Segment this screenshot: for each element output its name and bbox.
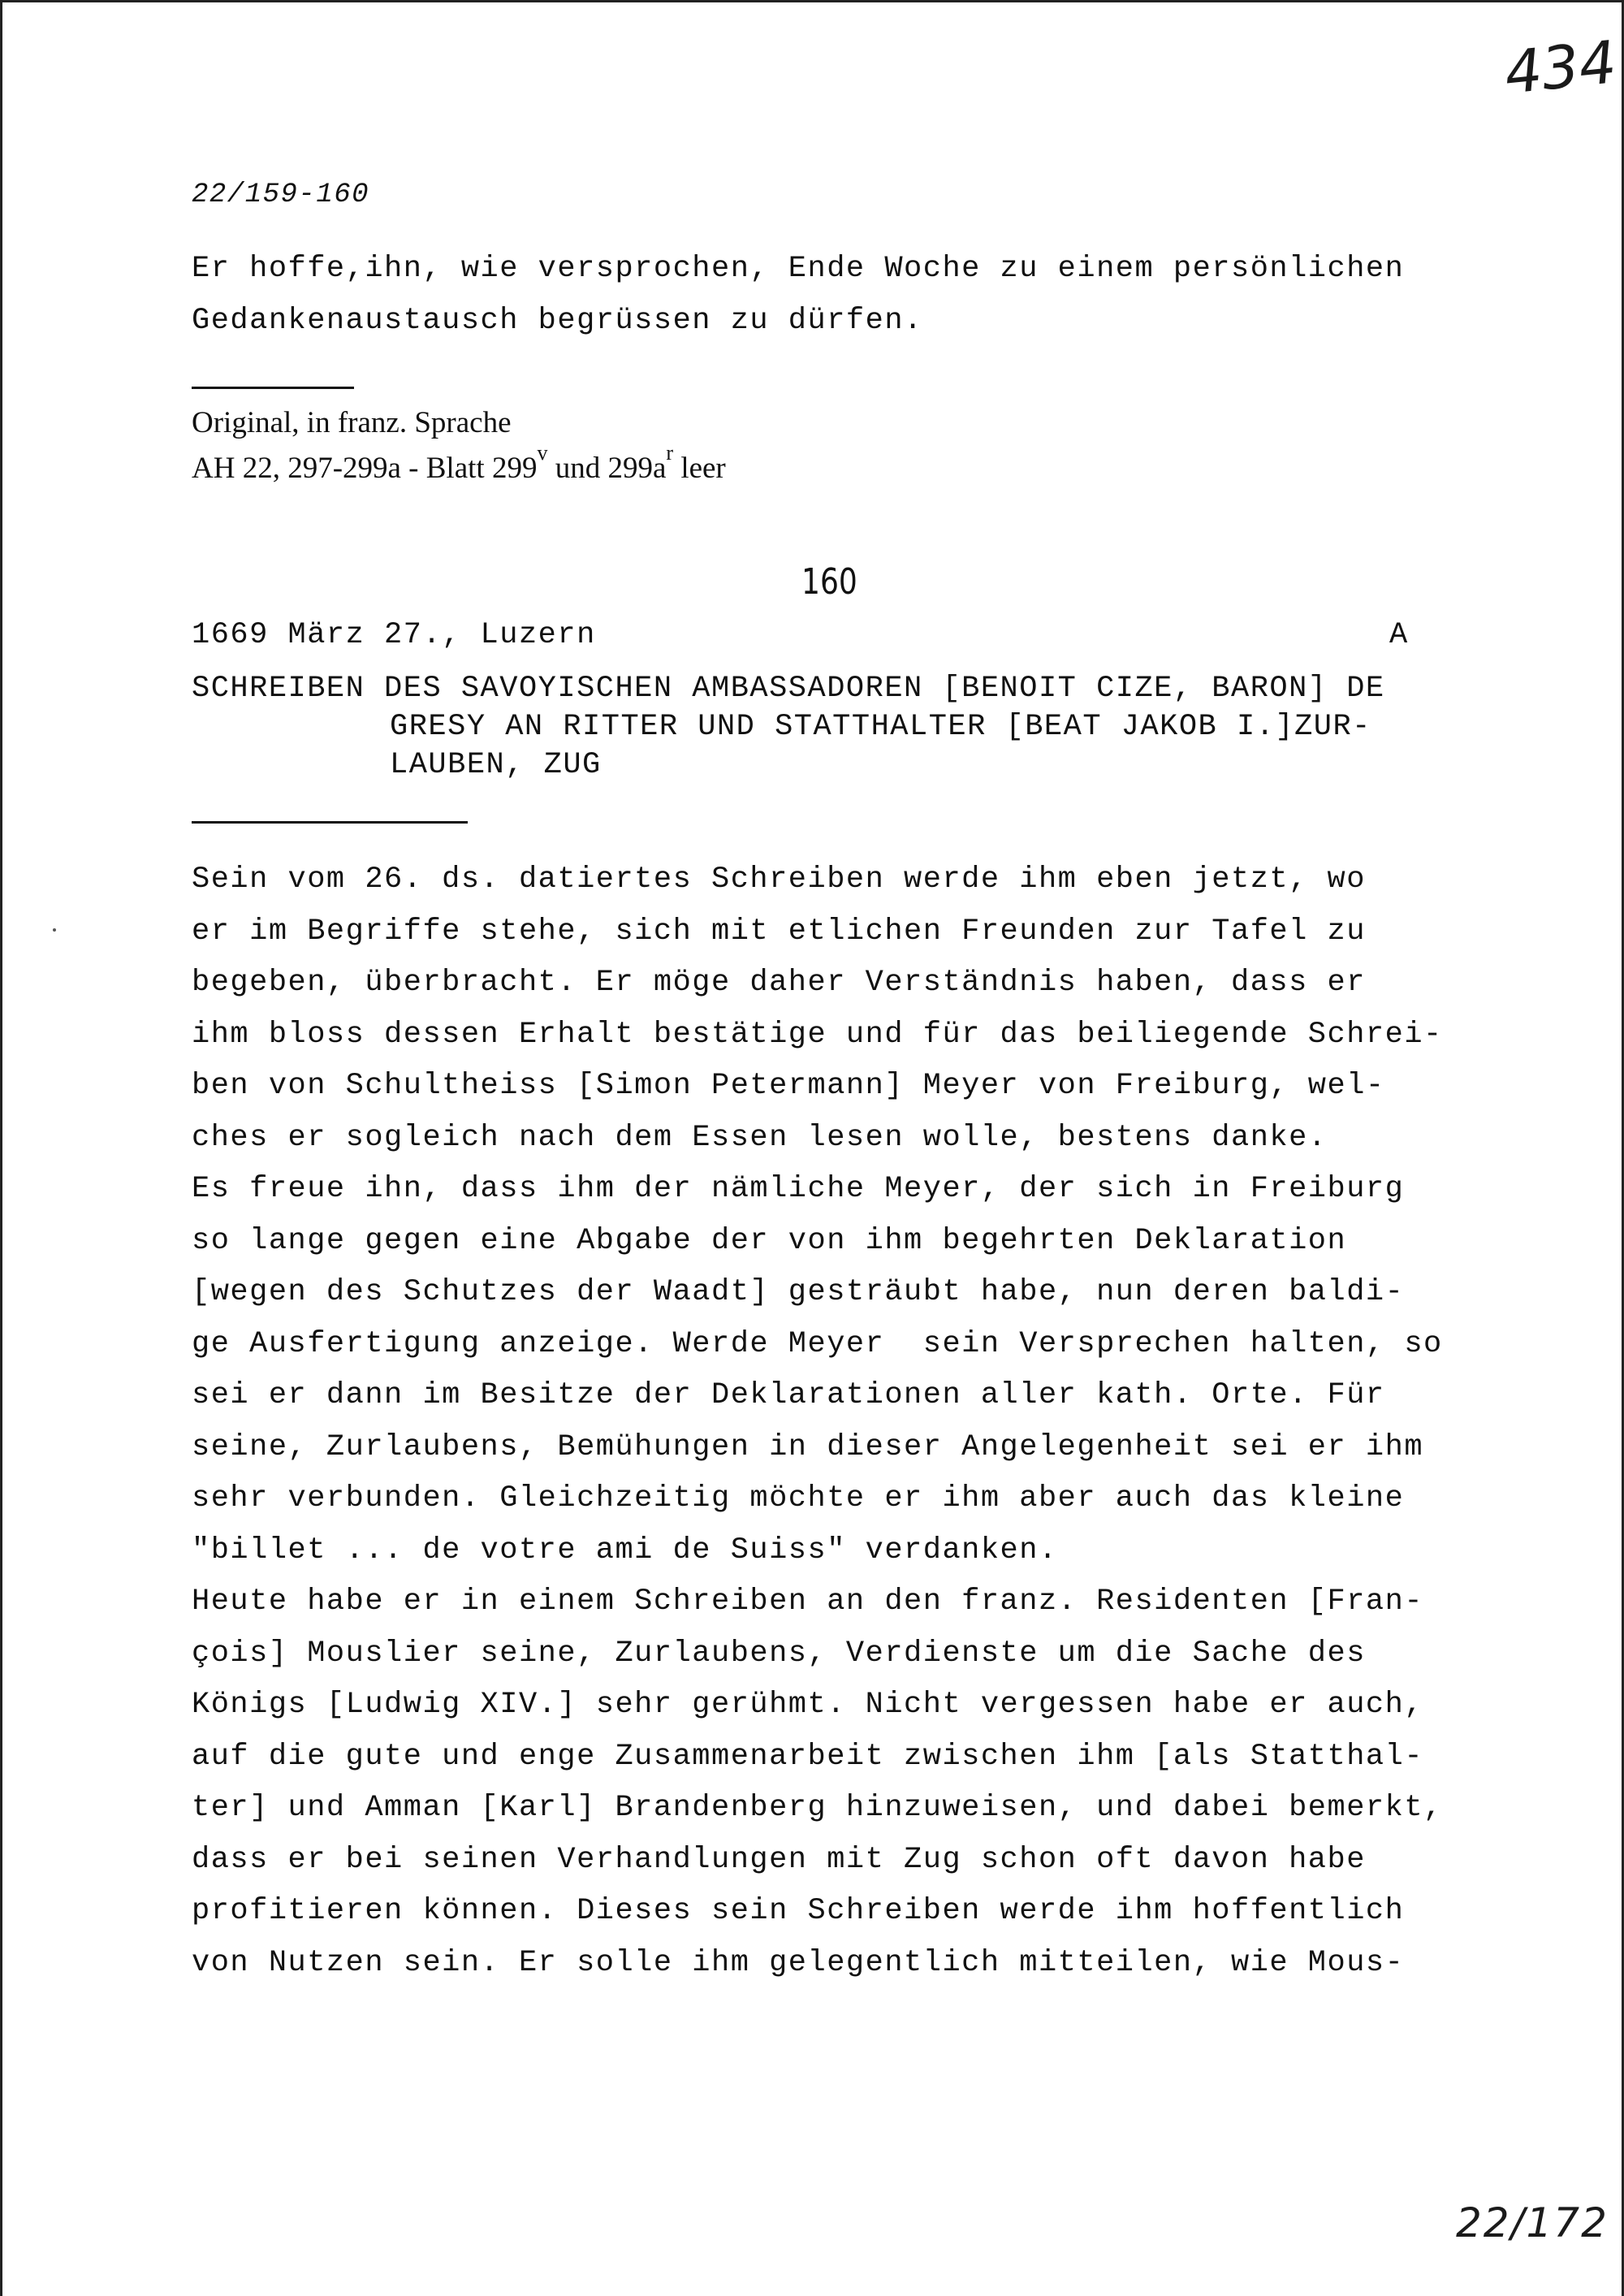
- body-line: Es freue ihn, dass ihm der nämliche Meyer, der sich in Freiburg: [192, 1172, 1405, 1206]
- previous-doc-line: Gedankenaustausch begrüssen zu dürfen.: [192, 303, 923, 338]
- body-line: sei er dann im Besitze der Deklarationen aller kath. Orte. Für: [192, 1378, 1385, 1412]
- title-line: SCHREIBEN DES SAVOYISCHEN AMBASSADOREN [BENOIT CIZE, BARON] DE: [192, 672, 1385, 706]
- document-title: [192, 670, 1385, 785]
- date-place: 1669 März 27., Luzern: [192, 618, 596, 652]
- previous-doc-line: Er hoffe,ihn, wie versprochen, Ende Woche zu einem persönlichen: [192, 252, 1405, 286]
- body-line: Sein vom 26. ds. datiertes Schreiben werde ihm eben jetzt, wo: [192, 863, 1366, 897]
- body-line: [wegen des Schutzes der Waadt] gesträubt habe, nun deren baldi-: [192, 1275, 1405, 1309]
- previous-doc-text: [192, 244, 1404, 347]
- superscript-r: r: [666, 441, 674, 465]
- source-note-folio: und 299a: [547, 452, 667, 485]
- body-line: Heute habe er in einem Schreiben an den franz. Residenten [Fran-: [192, 1585, 1424, 1619]
- body-line: "billet ... de votre ami de Suiss" verdanken.: [192, 1533, 1058, 1567]
- body-line: auf die gute und enge Zusammenarbeit zwischen ihm [als Statthal-: [192, 1739, 1424, 1774]
- margin-speck: [53, 928, 56, 932]
- source-note-line-1: Original, in franz. Sprache: [192, 406, 512, 439]
- body-line: ches er sogleich nach dem Essen lesen wolle, bestens danke.: [192, 1120, 1328, 1155]
- document-body: [192, 854, 1443, 1989]
- source-note-archive: AH 22, 297-299a - Blatt 299: [192, 452, 538, 485]
- body-line: ben von Schultheiss [Simon Petermann] Meyer von Freiburg, wel-: [192, 1069, 1385, 1103]
- title-line: LAUBEN, ZUG: [390, 748, 602, 782]
- separator-rule: [192, 387, 354, 389]
- handwritten-page-number: 434: [1501, 28, 1620, 107]
- document-number: 160: [801, 561, 857, 603]
- folio-stamp: 22/172: [1456, 2199, 1609, 2246]
- source-note-line-2: [192, 441, 726, 486]
- body-line: sehr verbunden. Gleichzeitig möchte er ihm aber auch das kleine: [192, 1481, 1405, 1516]
- body-line: Königs [Ludwig XIV.] sehr gerühmt. Nicht vergessen habe er auch,: [192, 1688, 1424, 1722]
- body-line: von Nutzen sein. Er solle ihm gelegentlich mitteilen, wie Mous-: [192, 1945, 1405, 1980]
- body-line: er im Begriffe stehe, sich mit etlichen Freunden zur Tafel zu: [192, 914, 1366, 949]
- body-line: dass er bei seinen Verhandlungen mit Zug schon oft davon habe: [192, 1842, 1366, 1877]
- superscript-v: v: [537, 441, 548, 465]
- body-line: ter] und Amman [Karl] Brandenberg hinzuweisen, und dabei bemerkt,: [192, 1791, 1443, 1825]
- title-separator-rule: [192, 821, 468, 824]
- body-line: so lange gegen eine Abgabe der von ihm begehrten Deklaration: [192, 1223, 1347, 1258]
- source-note-empty: leer: [673, 452, 726, 485]
- body-line: profitieren können. Dieses sein Schreiben werde ihm hoffentlich: [192, 1894, 1405, 1928]
- body-line: ihm bloss dessen Erhalt bestätige und für das beiliegende Schrei-: [192, 1017, 1443, 1052]
- previous-doc-reference: 22/159-160: [192, 179, 370, 210]
- body-line: seine, Zurlaubens, Bemühungen in dieser Angelegenheit sei er ihm: [192, 1429, 1424, 1464]
- body-line: ge Ausfertigung anzeige. Werde Meyer sein Versprechen halten, so: [192, 1326, 1443, 1361]
- document-marker: A: [1389, 618, 1409, 652]
- title-line: GRESY AN RITTER UND STATTHALTER [BEAT JAKOB I.]ZUR-: [390, 710, 1371, 744]
- body-line: begeben, überbracht. Er möge daher Verständnis haben, dass er: [192, 966, 1366, 1000]
- body-line: çois] Mouslier seine, Zurlaubens, Verdienste um die Sache des: [192, 1636, 1366, 1671]
